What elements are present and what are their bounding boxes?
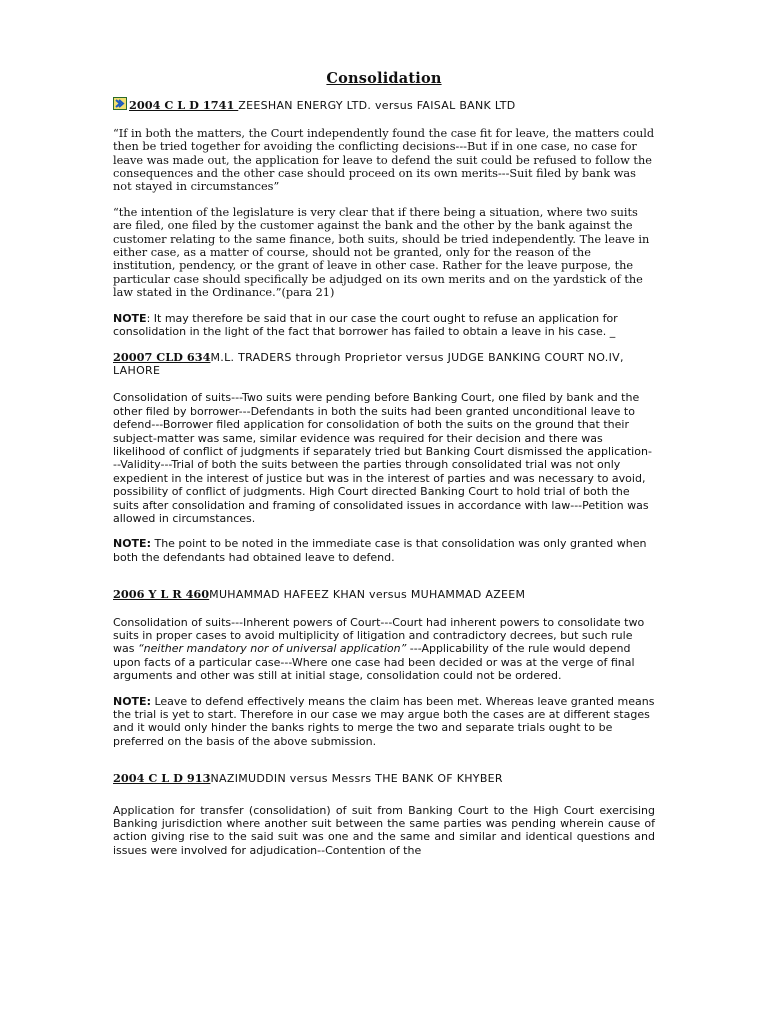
note-label: NOTE: bbox=[113, 694, 151, 708]
summary-text: Consolidation of suits---Inherent powers of Court---Court had inherent powers to consolidate two suits in proper cases to avoid multiplicity of litigation and contradictory decrees, but such rule was bbox=[113, 615, 645, 656]
note-label: NOTE bbox=[113, 311, 147, 325]
case-citation-link[interactable]: 20007 CLD 634 bbox=[113, 349, 211, 364]
case-citation-link[interactable]: 2004 C L D 913 bbox=[113, 771, 211, 786]
note-text: Leave to defend effectively means the claim has been met. Whereas leave granted means the trial is yet to start. Therefore in our case we may argue both the cases are at different stages and it would only hinder the banks rights to merge the two and separate trials ought to be preferred on the basis of the above submission. bbox=[113, 694, 655, 748]
case-citation-link[interactable]: 2004 C L D 1741 bbox=[129, 98, 239, 113]
case-citation-link[interactable]: 2006 Y L R 460 bbox=[113, 587, 210, 602]
case-summary: Consolidation of suits---Two suits were pending before Banking Court, one filed by bank and the other filed by borrower---Defendants in both the suits had been granted unconditional leave to defend---Borrower filed application for consolidation of both the suits on the ground that their subject-matter was same, similar evidence was required for their decision and there was likelihood of conflict of judgments if separately tried but Banking Court dismissed the application---Validity---Trial of both the suits between the parties through consolidated trial was not only expedient in the interest of justice but was in the interest of parties and was necessary to avoid, possibility of conflict of judgments. High Court directed Banking Court to hold trial of both the suits after consolidation and framing of consolidated issues in accordance with law---Petition was allowed in circumstances. bbox=[113, 391, 652, 525]
page-title: Consolidation bbox=[326, 70, 442, 87]
case-parties: M.L. TRADERS through Proprietor versus JUDGE BANKING COURT NO.IV, LAHORE bbox=[113, 350, 624, 377]
case-parties: NAZIMUDDIN versus Messrs THE BANK OF KHYBER bbox=[210, 772, 503, 786]
note-text: The point to be noted in the immediate case is that consolidation was only granted when both the defendants had obtained leave to defend. bbox=[113, 537, 647, 564]
case-heading bbox=[113, 772, 655, 785]
case-quote: “the intention of the legislature is very clear that if there being a situation, where two suits are filed, one filed by the customer against the bank and the other by the bank against the customer relating to the same finance, both suits, should be tried independently. The leave in either case, as a matter of course, should not be granted, only for the reason of the institution, pendency, or the grant of leave in other case. Rather for the leave purpose, the particular case should specifically be adjudged on its own merits and on the yardstick of the law stated in the Ordinance.”(para 21) bbox=[113, 205, 650, 300]
summary-text: ---Applicability of the rule would depend upon facts of a particular case---Where one case had been decided or was at the verge of final arguments and other was still at initial stage, consolidation could not be ordered. bbox=[113, 642, 635, 683]
summary-emphasis: “neither mandatory nor of universal application” bbox=[137, 642, 407, 656]
case-summary: Application for transfer (consolidation) of suit from Banking Court to the High Court exercising Banking jurisdiction where another suit between the same parties was pending wherein cause of action giving rise to the said suit was one and the same and similar and identical questions and issues were involved for adjudication--Contention of the bbox=[113, 803, 655, 857]
case-summary bbox=[113, 616, 655, 683]
case-heading bbox=[113, 588, 655, 601]
case-heading bbox=[113, 351, 655, 378]
case-parties: ZEESHAN ENERGY LTD. versus FAISAL BANK LTD bbox=[238, 99, 516, 113]
case-quote: “If in both the matters, the Court independently found the case fit for leave, the matters could then be tried together for avoiding the conflicting decisions---But if in one case, no case for leave was made out, the application for leave to defend the suit could be refused to follow the consequences and the other case should proceed on its own merits---Suit filed by bank was not stayed in circumstances” bbox=[113, 126, 655, 194]
document-content bbox=[113, 72, 655, 857]
case-note bbox=[113, 537, 655, 564]
case-parties: MUHAMMAD HAFEEZ KHAN versus MUHAMMAD AZEEM bbox=[209, 588, 526, 602]
case-note bbox=[113, 312, 655, 339]
note-text: : It may therefore be said that in our case the court ought to refuse an application for consolidation in the light of the fact that borrower has failed to obtain a leave in his case. _ bbox=[113, 311, 618, 339]
note-label: NOTE: bbox=[113, 537, 151, 551]
case-heading bbox=[113, 97, 655, 112]
case-note bbox=[113, 695, 655, 749]
chevron-link-icon[interactable] bbox=[113, 97, 127, 110]
